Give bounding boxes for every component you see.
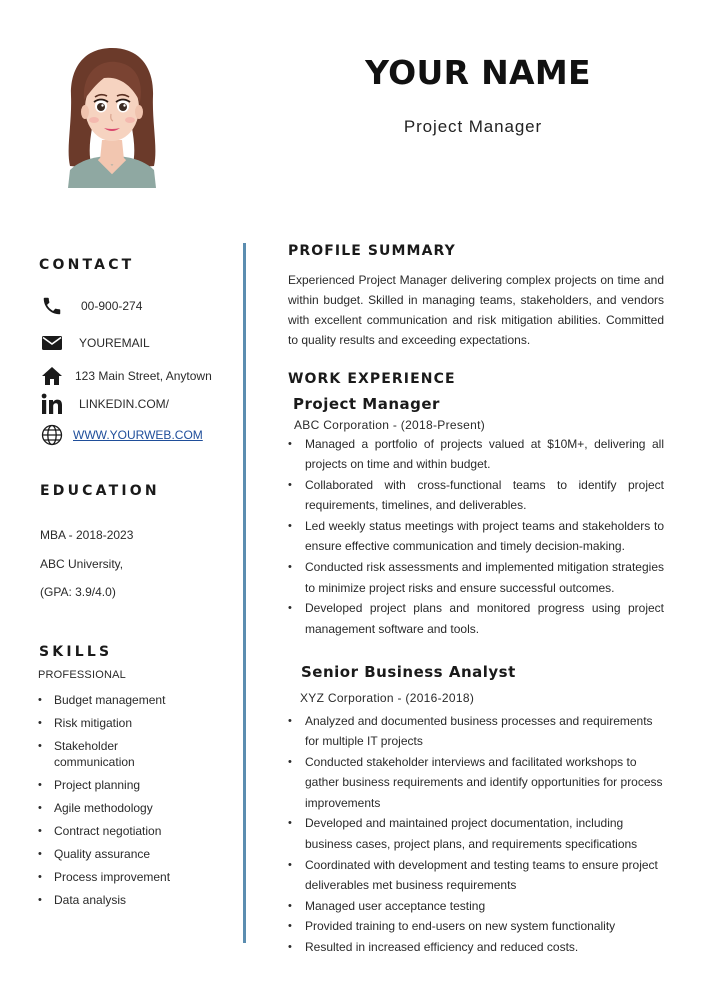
job-bullet: • Developed project plans and monitored progress using project management software and tools. <box>288 598 664 639</box>
profile-text: Experienced Project Manager delivering complex projects on time and within budget. Skilled in managing teams, stakeholders, and vendors with excellent communication and risk mitigation abilities. Committed to quality results and exceeding expectations. <box>288 273 664 347</box>
contact-phone <box>40 294 142 318</box>
job-bullet: • Resulted in increased efficiency and reduced costs. <box>288 937 664 957</box>
job-company: XYZ Corporation - (2016-2018) <box>300 691 475 705</box>
skills-list <box>38 692 238 915</box>
linkedin-icon <box>40 392 64 416</box>
skill-item: • Contract negotiation <box>38 823 238 839</box>
education-school: ABC University, <box>40 557 124 571</box>
resume-role: Project Manager <box>403 117 543 136</box>
job-title: Senior Business Analyst <box>301 663 516 681</box>
education-heading: EDUCATION <box>40 483 160 499</box>
contact-linkedin <box>40 392 169 416</box>
skill-item: • Risk mitigation <box>38 715 238 731</box>
contact-heading: CONTACT <box>39 257 135 273</box>
skill-item: • Data analysis <box>38 892 238 908</box>
job-bullet: • Led weekly status meetings with project teams and stakeholders to ensure effective communication and timely decision-making. <box>288 516 664 557</box>
job-bullet: • Managed a portfolio of projects valued at $10M+, delivering all projects on time and within budget. <box>288 434 664 475</box>
skill-item: • Process improvement <box>38 869 238 885</box>
job-bullet: • Analyzed and documented business processes and requirements for multiple IT projects <box>288 711 664 752</box>
phone-icon <box>40 294 64 318</box>
education-degree: MBA - 2018-2023 <box>40 528 134 542</box>
job-bullet: • Managed user acceptance testing <box>288 896 664 916</box>
job-bullets <box>288 434 664 639</box>
contact-phone-text: 00-900-274 <box>81 299 143 313</box>
job-bullets <box>288 711 664 958</box>
profile-avatar <box>62 44 162 188</box>
contact-address <box>40 364 212 388</box>
contact-address-text: 123 Main Street, Anytown <box>75 369 212 383</box>
contact-website <box>40 423 203 447</box>
skills-subtitle: PROFESSIONAL <box>38 669 126 681</box>
contact-website-link[interactable]: WWW.YOURWEB.COM <box>73 428 203 442</box>
skills-heading: SKILLS <box>39 644 113 660</box>
job-company: ABC Corporation - (2018-Present) <box>294 418 486 432</box>
contact-email-text[interactable]: YOUREMAIL <box>79 336 150 350</box>
job-bullet: • Conducted risk assessments and implemented mitigation strategies to minimize project risks and ensure successful outcomes. <box>288 557 664 598</box>
skill-item: • Project planning <box>38 777 238 793</box>
contact-email <box>40 331 150 355</box>
job-bullet: • Collaborated with cross-functional teams to identify project requirements, timelines, and deliverables. <box>288 475 664 516</box>
contact-linkedin-text[interactable]: LINKEDIN.COM/ <box>79 397 170 411</box>
column-divider <box>243 243 246 943</box>
job-title: Project Manager <box>293 395 440 413</box>
email-icon <box>40 331 64 355</box>
profile-heading: PROFILE SUMMARY <box>288 243 456 259</box>
job-bullet: • Coordinated with development and testing teams to ensure project deliverables met business requirements <box>288 855 664 896</box>
home-icon <box>40 364 64 388</box>
job-bullet: • Provided training to end-users on new system functionality <box>288 916 664 936</box>
globe-icon <box>40 423 64 447</box>
skill-item: • Agile methodology <box>38 800 238 816</box>
skill-item: • Budget management <box>38 692 238 708</box>
job-bullet: • Developed and maintained project documentation, including business cases, project plans, and requirements specifications <box>288 813 664 854</box>
avatar-illustration <box>62 44 162 188</box>
job-bullet: • Conducted stakeholder interviews and facilitated workshops to gather business requirements and identify opportunities for process improvements <box>288 752 664 813</box>
skill-item: • Stakeholder communication <box>38 738 148 770</box>
education-gpa: (GPA: 3.9/4.0) <box>40 585 116 599</box>
skill-item: • Quality assurance <box>38 846 238 862</box>
resume-name: YOUR NAME <box>365 53 591 92</box>
experience-heading: WORK EXPERIENCE <box>288 371 456 387</box>
